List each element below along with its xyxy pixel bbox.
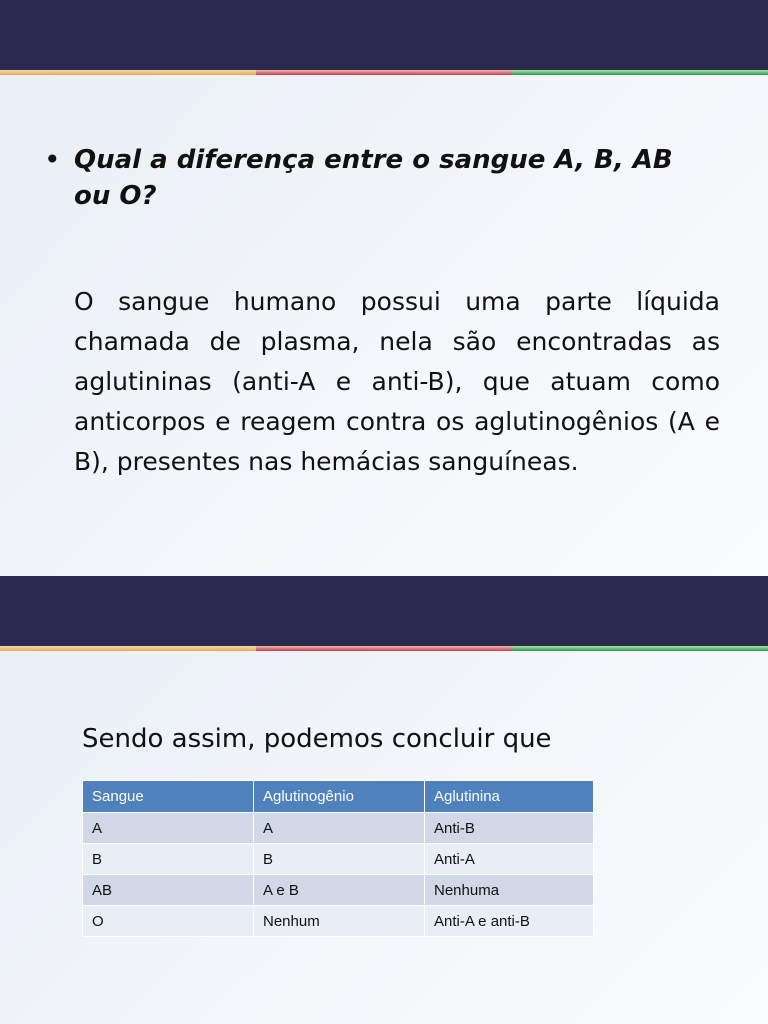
cell-sangue: B <box>83 844 254 875</box>
cell-aglutinina: Nenhuma <box>425 875 594 906</box>
slide-header-stripe <box>0 646 768 651</box>
cell-aglutinogenio: A e B <box>254 875 425 906</box>
table-row <box>83 906 594 937</box>
slide-header-bar <box>0 576 768 646</box>
stripe-orange <box>0 646 256 651</box>
cell-aglutinogenio: Nenhum <box>254 906 425 937</box>
bullet-icon: • <box>44 143 61 176</box>
cell-sangue: A <box>83 813 254 844</box>
table-row <box>83 844 594 875</box>
blood-type-table <box>82 780 594 937</box>
cell-aglutinina: Anti-A e anti-B <box>425 906 594 937</box>
cell-aglutinogenio: A <box>254 813 425 844</box>
cell-aglutinina: Anti-B <box>425 813 594 844</box>
cell-sangue: AB <box>83 875 254 906</box>
slide-header-stripe <box>0 70 768 75</box>
question-bullet <box>44 142 724 214</box>
cell-aglutinogenio: B <box>254 844 425 875</box>
stripe-green <box>512 646 768 651</box>
slide-header-bar <box>0 0 768 70</box>
cell-sangue: O <box>83 906 254 937</box>
slide-2 <box>0 576 768 1024</box>
stripe-green <box>512 70 768 75</box>
explanation-paragraph: O sangue humano possui uma parte líquida chamada de plasma, nela são encontradas as aglutininas (anti-A e anti-B), que atuam como anticorpos e reagem contra os aglutinogênios (A e B), presentes nas hemácias sanguíneas. <box>74 287 720 476</box>
question-text: Qual a diferença entre o sangue A, B, AB ou O? <box>74 145 673 211</box>
table-row <box>83 875 594 906</box>
stripe-orange <box>0 70 256 75</box>
table-row <box>83 813 594 844</box>
cell-aglutinina: Anti-A <box>425 844 594 875</box>
table-header-row <box>83 781 594 813</box>
header-aglutinogenio: Aglutinogênio <box>254 781 425 813</box>
conclusion-text: Sendo assim, podemos concluir que <box>82 724 552 754</box>
stripe-red <box>256 646 512 651</box>
header-sangue: Sangue <box>83 781 254 813</box>
header-aglutinina: Aglutinina <box>425 781 594 813</box>
stripe-red <box>256 70 512 75</box>
